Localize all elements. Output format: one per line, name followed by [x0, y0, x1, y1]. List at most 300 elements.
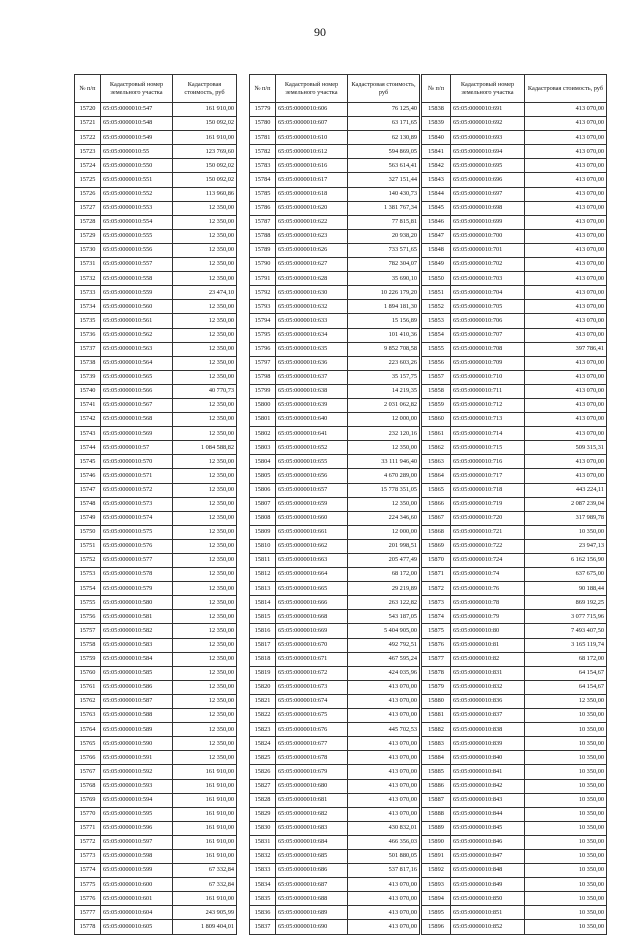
row-number: 15852: [422, 300, 451, 314]
cadastral-value: 33 111 946,40: [348, 455, 420, 469]
cadastral-value: 413 070,00: [525, 328, 607, 342]
table-row: [250, 356, 420, 370]
cadastral-number: 65:05:0000010:662: [276, 539, 348, 553]
cadastral-number: 65:05:0000010:566: [101, 384, 173, 398]
cadastral-value: 1 084 588,82: [173, 441, 237, 455]
table-row: [250, 187, 420, 201]
row-number: 15750: [75, 525, 101, 539]
cadastral-value: 150 092,02: [173, 117, 237, 131]
cadastral-value: 12 350,00: [173, 525, 237, 539]
row-number: 15849: [422, 258, 451, 272]
cadastral-number: 65:05:0000010:570: [101, 455, 173, 469]
cadastral-number: 65:05:0000010:559: [101, 286, 173, 300]
row-number: 15749: [75, 511, 101, 525]
cadastral-value: 232 120,16: [348, 427, 420, 441]
row-number: 15814: [250, 596, 276, 610]
cadastral-number: 65:05:0000010:632: [276, 300, 348, 314]
header-value: Кадастровая стоимость, руб: [173, 75, 237, 103]
table-row: [75, 906, 237, 920]
table-row: [75, 328, 237, 342]
cadastral-value: 12 350,00: [173, 243, 237, 257]
cadastral-value: 12 350,00: [173, 370, 237, 384]
cadastral-value: 12 350,00: [173, 497, 237, 511]
row-number: 15816: [250, 624, 276, 638]
row-number: 15729: [75, 229, 101, 243]
cadastral-number: 65:05:0000010:845: [451, 821, 525, 835]
cadastral-value: 10 350,00: [525, 709, 607, 723]
cadastral-number: 65:05:0000010:716: [451, 455, 525, 469]
row-number: 15761: [75, 680, 101, 694]
row-number: 15747: [75, 483, 101, 497]
row-number: 15776: [75, 892, 101, 906]
cadastral-number: 65:05:0000010:691: [451, 103, 525, 117]
table-row: [250, 173, 420, 187]
row-number: 15758: [75, 638, 101, 652]
cadastral-number: 65:05:0000010:711: [451, 384, 525, 398]
row-number: 15843: [422, 173, 451, 187]
table-row: [250, 793, 420, 807]
row-number: 15799: [250, 384, 276, 398]
cadastral-number: 65:05:0000010:551: [101, 173, 173, 187]
cadastral-value: 492 792,51: [348, 638, 420, 652]
table-row: [422, 596, 607, 610]
cadastral-number: 65:05:0000010:718: [451, 483, 525, 497]
cadastral-number: 65:05:0000010:561: [101, 314, 173, 328]
row-number: 15871: [422, 568, 451, 582]
row-number: 15874: [422, 610, 451, 624]
table-row: [75, 300, 237, 314]
cadastral-number: 65:05:0000010:660: [276, 511, 348, 525]
table-row: [422, 835, 607, 849]
cadastral-number: 65:05:0000010:79: [451, 610, 525, 624]
table-row: [250, 131, 420, 145]
table-row: [422, 258, 607, 272]
cadastral-value: 413 070,00: [348, 680, 420, 694]
cadastral-value: 67 332,84: [173, 864, 237, 878]
table-row: [250, 892, 420, 906]
cadastral-number: 65:05:0000010:630: [276, 286, 348, 300]
table-row: [422, 103, 607, 117]
row-number: 15786: [250, 201, 276, 215]
row-number: 15764: [75, 723, 101, 737]
table-row: [250, 878, 420, 892]
row-number: 15863: [422, 455, 451, 469]
cadastral-value: 15 156,89: [348, 314, 420, 328]
cadastral-number: 65:05:0000010:640: [276, 413, 348, 427]
row-number: 15836: [250, 906, 276, 920]
row-number: 15895: [422, 906, 451, 920]
table-row: [422, 737, 607, 751]
cadastral-number: 65:05:0000010:837: [451, 709, 525, 723]
row-number: 15813: [250, 582, 276, 596]
row-number: 15856: [422, 356, 451, 370]
row-number: 15869: [422, 539, 451, 553]
cadastral-number: 65:05:0000010:557: [101, 258, 173, 272]
cadastral-number: 65:05:0000010:548: [101, 117, 173, 131]
cadastral-value: 543 187,05: [348, 610, 420, 624]
cadastral-number: 65:05:0000010:592: [101, 765, 173, 779]
cadastral-number: 65:05:0000010:685: [276, 849, 348, 863]
cadastral-value: 10 226 179,20: [348, 286, 420, 300]
cadastral-value: 413 070,00: [348, 694, 420, 708]
table-row: [250, 652, 420, 666]
cadastral-number: 65:05:0000010:688: [276, 892, 348, 906]
cadastral-number: 65:05:0000010:655: [276, 455, 348, 469]
cadastral-number: 65:05:0000010:598: [101, 849, 173, 863]
cadastral-value: 413 070,00: [348, 737, 420, 751]
row-number: 15890: [422, 835, 451, 849]
row-number: 15858: [422, 384, 451, 398]
table-row: [422, 497, 607, 511]
cadastral-value: 413 070,00: [525, 314, 607, 328]
cadastral-value: 3 077 715,96: [525, 610, 607, 624]
cadastral-value: 10 350,00: [525, 765, 607, 779]
cadastral-value: 12 350,00: [173, 511, 237, 525]
cadastral-value: 327 151,44: [348, 173, 420, 187]
table-row: [422, 328, 607, 342]
table-row: [75, 709, 237, 723]
cadastral-number: 65:05:0000010:696: [451, 173, 525, 187]
cadastral-value: 12 350,00: [173, 398, 237, 412]
row-number: 15739: [75, 370, 101, 384]
table-row: [75, 342, 237, 356]
row-number: 15734: [75, 300, 101, 314]
cadastral-number: 65:05:0000010:576: [101, 539, 173, 553]
cadastral-value: 150 092,02: [173, 159, 237, 173]
cadastral-number: 65:05:0000010:697: [451, 187, 525, 201]
table-row: [250, 554, 420, 568]
row-number: 15834: [250, 878, 276, 892]
cadastral-value: 12 350,00: [173, 258, 237, 272]
row-number: 15768: [75, 779, 101, 793]
cadastral-number: 65:05:0000010:842: [451, 779, 525, 793]
table-row: [250, 342, 420, 356]
cadastral-number: 65:05:0000010:562: [101, 328, 173, 342]
table-row: [422, 568, 607, 582]
cadastral-value: 869 192,25: [525, 596, 607, 610]
row-number: 15798: [250, 370, 276, 384]
cadastral-value: 3 165 119,74: [525, 638, 607, 652]
row-number: 15756: [75, 610, 101, 624]
table-row: [422, 821, 607, 835]
table-row: [422, 864, 607, 878]
cadastral-number: 65:05:0000010:610: [276, 131, 348, 145]
table-row: [422, 582, 607, 596]
row-number: 15823: [250, 723, 276, 737]
cadastral-number: 65:05:0000010:556: [101, 243, 173, 257]
row-number: 15809: [250, 525, 276, 539]
cadastral-number: 65:05:0000010:568: [101, 413, 173, 427]
table-row: [422, 413, 607, 427]
cadastral-number: 65:05:0000010:607: [276, 117, 348, 131]
cadastral-number: 65:05:0000010:637: [276, 370, 348, 384]
cadastral-number: 65:05:0000010:705: [451, 300, 525, 314]
row-number: 15885: [422, 765, 451, 779]
cadastral-value: 20 938,20: [348, 229, 420, 243]
table-row: [75, 159, 237, 173]
cadastral-number: 65:05:0000010:605: [101, 920, 173, 934]
row-number: 15860: [422, 413, 451, 427]
table-row: [422, 145, 607, 159]
cadastral-value: 161 910,00: [173, 765, 237, 779]
row-number: 15838: [422, 103, 451, 117]
cadastral-number: 65:05:0000010:694: [451, 145, 525, 159]
cadastral-value: 413 070,00: [525, 427, 607, 441]
cadastral-number: 65:05:0000010:849: [451, 878, 525, 892]
row-number: 15821: [250, 694, 276, 708]
row-number: 15892: [422, 864, 451, 878]
cadastral-number: 65:05:0000010:578: [101, 568, 173, 582]
row-number: 15855: [422, 342, 451, 356]
table-row: [422, 441, 607, 455]
cadastral-value: 76 125,40: [348, 103, 420, 117]
cadastral-number: 65:05:0000010:564: [101, 356, 173, 370]
table-row: [75, 624, 237, 638]
cadastral-value: 7 493 407,50: [525, 624, 607, 638]
table-row: [422, 723, 607, 737]
cadastral-value: 12 350,00: [173, 666, 237, 680]
cadastral-value: 413 070,00: [525, 215, 607, 229]
table-row: [75, 751, 237, 765]
row-number: 15875: [422, 624, 451, 638]
cadastral-value: 12 350,00: [173, 694, 237, 708]
row-number: 15868: [422, 525, 451, 539]
cadastral-value: 413 070,00: [348, 878, 420, 892]
row-number: 15791: [250, 272, 276, 286]
cadastral-value: 12 350,00: [173, 469, 237, 483]
cadastral-value: 733 571,65: [348, 243, 420, 257]
cadastral-number: 65:05:0000010:663: [276, 554, 348, 568]
row-number: 15777: [75, 906, 101, 920]
row-number: 15728: [75, 215, 101, 229]
cadastral-number: 65:05:0000010:720: [451, 511, 525, 525]
cadastral-number: 65:05:0000010:831: [451, 666, 525, 680]
cadastral-value: 467 595,24: [348, 652, 420, 666]
table-row: [422, 525, 607, 539]
table-row: [75, 652, 237, 666]
table-row: [75, 525, 237, 539]
table-row: [75, 201, 237, 215]
table-row: [422, 131, 607, 145]
cadastral-value: 150 092,02: [173, 173, 237, 187]
table-row: [422, 807, 607, 821]
cadastral-value: 29 219,89: [348, 582, 420, 596]
cadastral-number: 65:05:0000010:569: [101, 427, 173, 441]
table-row: [250, 624, 420, 638]
table-row: [75, 878, 237, 892]
cadastral-value: 10 350,00: [525, 737, 607, 751]
row-number: 15842: [422, 159, 451, 173]
table-row: [422, 751, 607, 765]
table-row: [250, 370, 420, 384]
cadastral-value: 466 356,03: [348, 835, 420, 849]
header-value: Кадастровая стоимость, руб: [348, 75, 420, 103]
row-number: 15840: [422, 131, 451, 145]
row-number: 15873: [422, 596, 451, 610]
cadastral-value: 12 350,00: [173, 201, 237, 215]
cadastral-value: 413 070,00: [525, 356, 607, 370]
cadastral-value: 12 350,00: [173, 328, 237, 342]
cadastral-value: 413 070,00: [348, 892, 420, 906]
table-row: [250, 145, 420, 159]
table-row: [250, 215, 420, 229]
row-number: 15788: [250, 229, 276, 243]
table-row: [75, 131, 237, 145]
row-number: 15752: [75, 554, 101, 568]
table-row: [250, 835, 420, 849]
row-number: 15797: [250, 356, 276, 370]
table-row: [250, 751, 420, 765]
row-number: 15762: [75, 694, 101, 708]
cadastral-number: 65:05:0000010:684: [276, 835, 348, 849]
row-number: 15886: [422, 779, 451, 793]
table-row: [422, 709, 607, 723]
row-number: 15878: [422, 666, 451, 680]
row-number: 15740: [75, 384, 101, 398]
table-row: [75, 864, 237, 878]
row-number: 15726: [75, 187, 101, 201]
cadastral-number: 65:05:0000010:601: [101, 892, 173, 906]
row-number: 15795: [250, 328, 276, 342]
row-number: 15796: [250, 342, 276, 356]
cadastral-number: 65:05:0000010:547: [101, 103, 173, 117]
cadastral-value: 12 350,00: [173, 314, 237, 328]
cadastral-number: 65:05:0000010:582: [101, 624, 173, 638]
cadastral-value: 161 910,00: [173, 131, 237, 145]
row-number: 15837: [250, 920, 276, 934]
cadastral-number: 65:05:0000010:687: [276, 878, 348, 892]
cadastral-number: 65:05:0000010:681: [276, 793, 348, 807]
table-row: [422, 384, 607, 398]
table-row: [75, 243, 237, 257]
table-row: [75, 539, 237, 553]
table-row: [75, 638, 237, 652]
row-number: 15805: [250, 469, 276, 483]
table-row: [250, 779, 420, 793]
row-number: 15828: [250, 793, 276, 807]
table-row: [250, 807, 420, 821]
table-row: [75, 173, 237, 187]
cadastral-number: 65:05:0000010:597: [101, 835, 173, 849]
cadastral-number: 65:05:0000010:571: [101, 469, 173, 483]
table-row: [250, 483, 420, 497]
row-number: 15780: [250, 117, 276, 131]
cadastral-value: 10 350,00: [525, 920, 607, 934]
row-number: 15845: [422, 201, 451, 215]
cadastral-value: 68 172,00: [525, 652, 607, 666]
cadastral-number: 65:05:0000010:579: [101, 582, 173, 596]
row-number: 15743: [75, 427, 101, 441]
cadastral-number: 65:05:0000010:700: [451, 229, 525, 243]
cadastral-number: 65:05:0000010:724: [451, 554, 525, 568]
cadastral-number: 65:05:0000010:683: [276, 821, 348, 835]
table-row: [75, 103, 237, 117]
cadastral-value: 12 350,00: [173, 680, 237, 694]
table-row: [422, 314, 607, 328]
cadastral-value: 15 778 351,05: [348, 483, 420, 497]
cadastral-value: 413 070,00: [525, 229, 607, 243]
cadastral-value: 413 070,00: [525, 413, 607, 427]
table-row: [422, 652, 607, 666]
cadastral-value: 413 070,00: [525, 201, 607, 215]
row-number: 15721: [75, 117, 101, 131]
row-number: 15755: [75, 596, 101, 610]
cadastral-number: 65:05:0000010:572: [101, 483, 173, 497]
cadastral-number: 65:05:0000010:680: [276, 779, 348, 793]
cadastral-value: 2 031 062,82: [348, 398, 420, 412]
table-row: [422, 793, 607, 807]
cadastral-value: 101 410,36: [348, 328, 420, 342]
table-row: [422, 539, 607, 553]
table-row: [75, 666, 237, 680]
table-row: [75, 694, 237, 708]
table-row: [422, 779, 607, 793]
cadastral-value: 413 070,00: [525, 258, 607, 272]
row-number: 15826: [250, 765, 276, 779]
cadastral-number: 65:05:0000010:671: [276, 652, 348, 666]
cadastral-value: 12 350,00: [348, 441, 420, 455]
row-number: 15735: [75, 314, 101, 328]
row-number: 15775: [75, 878, 101, 892]
cadastral-table-right: [421, 74, 607, 935]
cadastral-number: 65:05:0000010:712: [451, 398, 525, 412]
row-number: 15771: [75, 821, 101, 835]
cadastral-number: 65:05:0000010:596: [101, 821, 173, 835]
table-row: [75, 568, 237, 582]
table-header-row: [75, 75, 237, 103]
cadastral-number: 65:05:0000010:606: [276, 103, 348, 117]
table-row: [422, 638, 607, 652]
header-cadastral: Кадастровый номер земельного участка: [276, 75, 348, 103]
cadastral-value: 413 070,00: [348, 765, 420, 779]
table-row: [250, 638, 420, 652]
row-number: 15785: [250, 187, 276, 201]
cadastral-number: 65:05:0000010:580: [101, 596, 173, 610]
row-number: 15847: [422, 229, 451, 243]
cadastral-value: 205 477,49: [348, 554, 420, 568]
cadastral-value: 413 070,00: [525, 131, 607, 145]
table-row: [75, 680, 237, 694]
table-row: [75, 258, 237, 272]
cadastral-number: 65:05:0000010:704: [451, 286, 525, 300]
row-number: 15772: [75, 835, 101, 849]
cadastral-value: 12 350,00: [173, 638, 237, 652]
table-row: [250, 737, 420, 751]
table-row: [250, 201, 420, 215]
cadastral-value: 10 350,00: [525, 864, 607, 878]
cadastral-number: 65:05:0000010:657: [276, 483, 348, 497]
table-row: [75, 807, 237, 821]
cadastral-number: 65:05:0000010:838: [451, 723, 525, 737]
table-row: [75, 413, 237, 427]
row-number: 15769: [75, 793, 101, 807]
cadastral-number: 65:05:0000010:695: [451, 159, 525, 173]
cadastral-number: 65:05:0000010:841: [451, 765, 525, 779]
cadastral-value: 6 162 156,90: [525, 554, 607, 568]
table-row: [75, 793, 237, 807]
row-number: 15862: [422, 441, 451, 455]
row-number: 15848: [422, 243, 451, 257]
cadastral-number: 65:05:0000010:702: [451, 258, 525, 272]
cadastral-number: 65:05:0000010:616: [276, 159, 348, 173]
row-number: 15831: [250, 835, 276, 849]
cadastral-number: 65:05:0000010:604: [101, 906, 173, 920]
cadastral-number: 65:05:0000010:706: [451, 314, 525, 328]
table-row: [75, 582, 237, 596]
cadastral-value: 12 350,00: [173, 709, 237, 723]
table-row: [75, 483, 237, 497]
cadastral-value: 413 070,00: [525, 173, 607, 187]
